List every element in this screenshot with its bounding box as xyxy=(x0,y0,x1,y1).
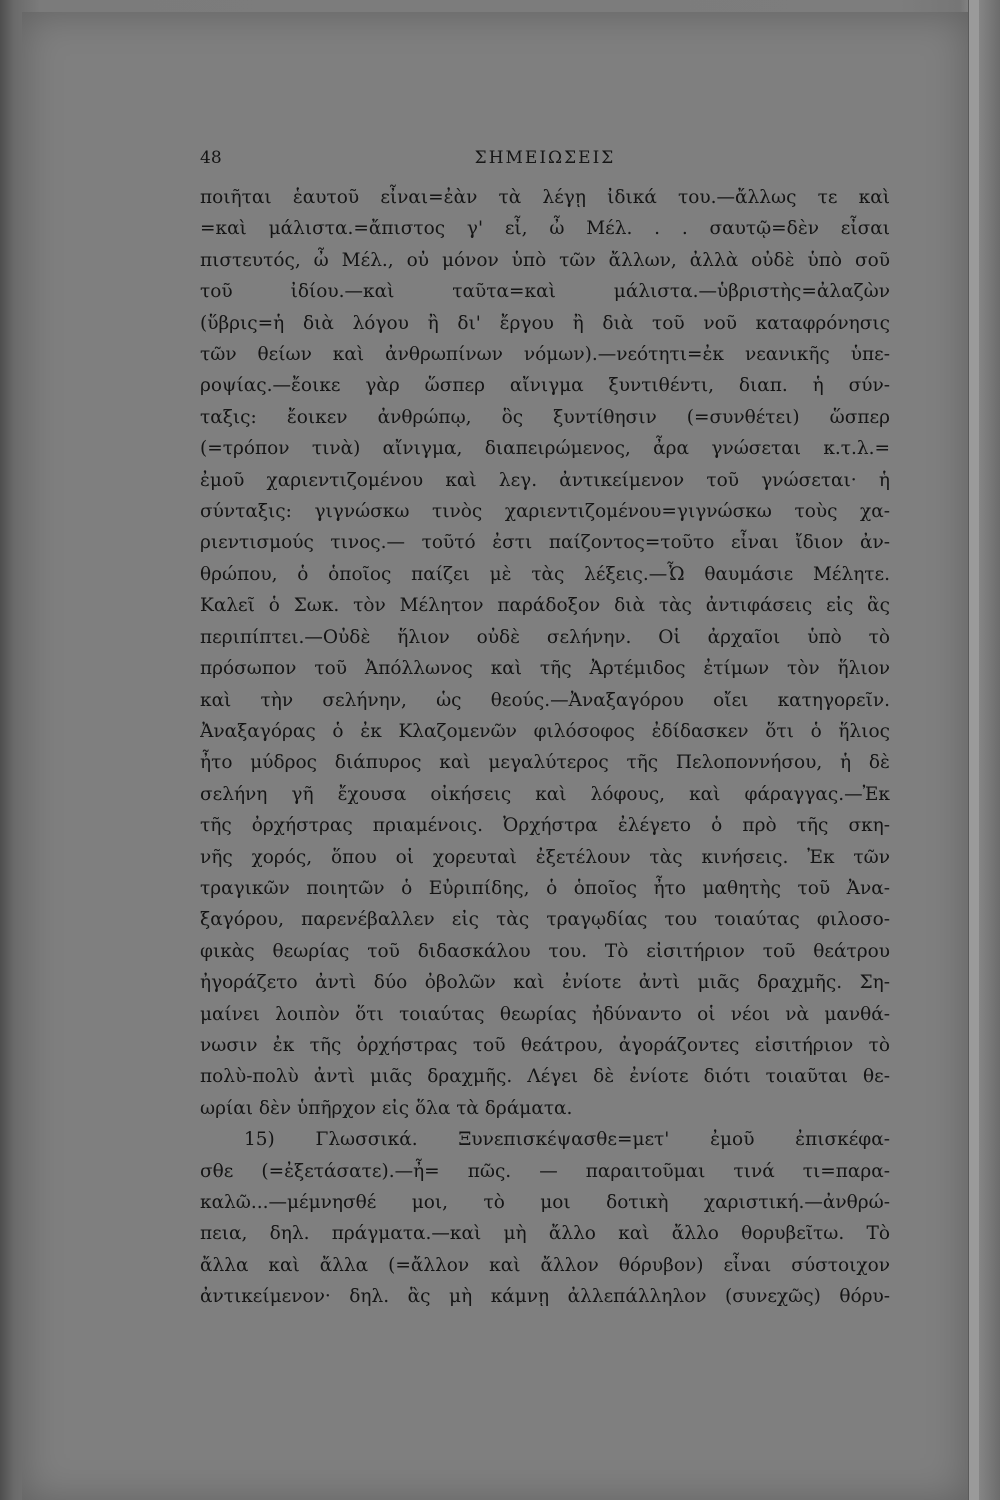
running-head: ΣΗΜΕΙΩΣΕΙΣ xyxy=(474,148,616,168)
text-line: φικὰς θεωρίας τοῦ διδασκάλου του. Τὸ εἰσιτήριον τοῦ θεάτρου xyxy=(200,940,890,962)
text-line: θρώπου, ὁ ὁποῖος παίζει μὲ τὰς λέξεις.—Ὦ θαυμάσιε Μέλητε. xyxy=(200,563,890,585)
text-line: σελήνη γῆ ἔχουσα οἰκήσεις καὶ λόφους, καὶ φάραγγας.—Ἐκ xyxy=(200,783,890,805)
text-line: τῆς ὀρχήστρας πριαμένοις. Ὀρχήστρα ἐλέγετο ὁ πρὸ τῆς σκη- xyxy=(200,815,890,837)
text-line: καλῶ...—μέμνησθέ μοι, τὸ μοι δοτικὴ χαριστική.—ἀνθρώ- xyxy=(200,1192,890,1213)
text-line: μαίνει λοιπὸν ὅτι τοιαύτας θεωρίας ἠδύναντο οἱ νέοι νὰ μανθά- xyxy=(200,1003,890,1025)
text-line: ἠγοράζετο ἀντὶ δύο ὀβολῶν καὶ ἐνίοτε ἀντὶ μιᾶς δραχμῆς. Ση- xyxy=(200,972,890,994)
text-line: ωρίαι δὲν ὑπῆρχον εἰς ὅλα τὰ δράματα. xyxy=(200,1097,573,1119)
text-line: ξαγόρου, παρενέβαλλεν εἰς τὰς τραγῳδίας του τοιαύτας φιλοσο- xyxy=(200,909,890,931)
text-line: τοῦ ἰδίου.—καὶ ταῦτα=καὶ μάλιστα.—ὑβριστὴς=ἀλαζὼν xyxy=(200,281,890,303)
text-line: καὶ τὴν σελήνην, ὡς θεούς.—Ἀναξαγόρου οἴει κατηγορεῖν. xyxy=(200,689,890,711)
text-line: Καλεῖ ὁ Σωκ. τὸν Μέλητον παράδοξον διὰ τὰς ἀντιφάσεις εἰς ἃς xyxy=(200,595,890,617)
text-line: Ἀναξαγόρας ὁ ἐκ Κλαζομενῶν φιλόσοφος ἐδίδασκεν ὅτι ὁ ἥλιος xyxy=(200,720,890,742)
text-line: =καὶ μάλιστα.=ἄπιστος γ' εἶ, ὦ Μέλ. . . σαυτῷ=δὲν εἶσαι xyxy=(200,218,890,240)
text-line: πεια, δηλ. πράγματα.—καὶ μὴ ἄλλο καὶ ἄλλο θορυβεῖτω. Τὸ xyxy=(200,1223,890,1245)
text-line: πιστευτός, ὦ Μέλ., οὐ μόνον ὑπὸ τῶν ἄλλων, ἀλλὰ οὐδὲ ὑπὸ σοῦ xyxy=(200,249,890,271)
text-line: ἐμοῦ χαριεντιζομένου καὶ λεγ. ἀντικείμενον τοῦ γνώσεται· ἡ xyxy=(200,469,890,491)
text-line: νωσιν ἐκ τῆς ὀρχήστρας τοῦ θεάτρου, ἀγοράζοντες εἰσιτήριον τὸ xyxy=(200,1034,890,1056)
page-header xyxy=(200,148,890,172)
page-number: 48 xyxy=(200,148,222,168)
text-line: (ὕβρις=ἡ διὰ λόγου ἢ δι' ἔργου ἢ διὰ τοῦ νοῦ καταφρόνησις xyxy=(200,312,890,334)
page-edge xyxy=(968,0,979,1500)
text-line: σύνταξις: γιγνώσκω τινὸς χαριεντιζομένου=γιγνώσκω τοὺς χα- xyxy=(200,501,890,523)
text-line: νῆς χορός, ὅπου οἱ χορευταὶ ἐξετέλουν τὰς κινήσεις. Ἐκ τῶν xyxy=(200,846,890,868)
text-line: σθε (=ἐξετάσατε).—ἦ= πῶς. — παραιτοῦμαι τινά τι=παρα- xyxy=(200,1160,890,1182)
text-line: ριεντισμούς τινος.— τοῦτό ἐστι παίζοντος=τοῦτο εἶναι ἴδιον ἀν- xyxy=(200,532,890,554)
text-line: (=τρόπον τινὰ) αἴνιγμα, διαπειρώμενος, ἆρα γνώσεται κ.τ.λ.= xyxy=(200,438,890,460)
text-line: πρόσωπον τοῦ Ἀπόλλωνος καὶ τῆς Ἀρτέμιδος ἐτίμων τὸν ἥλιον xyxy=(200,658,890,680)
text-line: πολὺ-πολὺ ἀντὶ μιᾶς δραχμῆς. Λέγει δὲ ἐνίοτε διότι τοιαῦται θε- xyxy=(200,1066,890,1088)
text-line: 15) Γλωσσικά. Ξυνεπισκέψασθε=μετ' ἐμοῦ ἐπισκέφα- xyxy=(244,1129,890,1151)
text-line: ἄλλα καὶ ἄλλα (=ἄλλον καὶ ἄλλον θόρυβον) εἶναι σύστοιχον xyxy=(200,1254,890,1276)
text-line: περιπίπτει.—Οὐδὲ ἥλιον οὐδὲ σελήνην. Οἱ ἀρχαῖοι ὑπὸ τὸ xyxy=(200,626,890,648)
text-line: ταξις: ἔοικεν ἀνθρώπῳ, ὃς ξυντίθησιν (=συνθέτει) ὥσπερ xyxy=(200,406,890,428)
text-line: ἀντικείμενον· δηλ. ἃς μὴ κάμνῃ ἀλλεπάλληλον (συνεχῶς) θόρυ- xyxy=(200,1286,890,1308)
text-line: ροψίας.—ἔοικε γὰρ ὥσπερ αἴνιγμα ξυντιθέντι, διαπ. ἡ σύν- xyxy=(200,375,890,397)
text-line: ποιῆται ἑαυτοῦ εἶναι=ἐὰν τὰ λέγῃ ἰδικά του.—ἄλλως τε καὶ xyxy=(200,187,890,208)
body-text xyxy=(200,182,890,1313)
text-line: τῶν θείων καὶ ἀνθρωπίνων νόμων).—νεότητι=ἐκ νεανικῆς ὑπε- xyxy=(200,344,890,366)
text-line: τραγικῶν ποιητῶν ὁ Εὐριπίδης, ὁ ὁποῖος ἦτο μαθητὴς τοῦ Ἀνα- xyxy=(200,877,890,899)
text-line: ἦτο μύδρος διάπυρος καὶ μεγαλύτερος τῆς Πελοποννήσου, ἡ δὲ xyxy=(200,752,890,774)
